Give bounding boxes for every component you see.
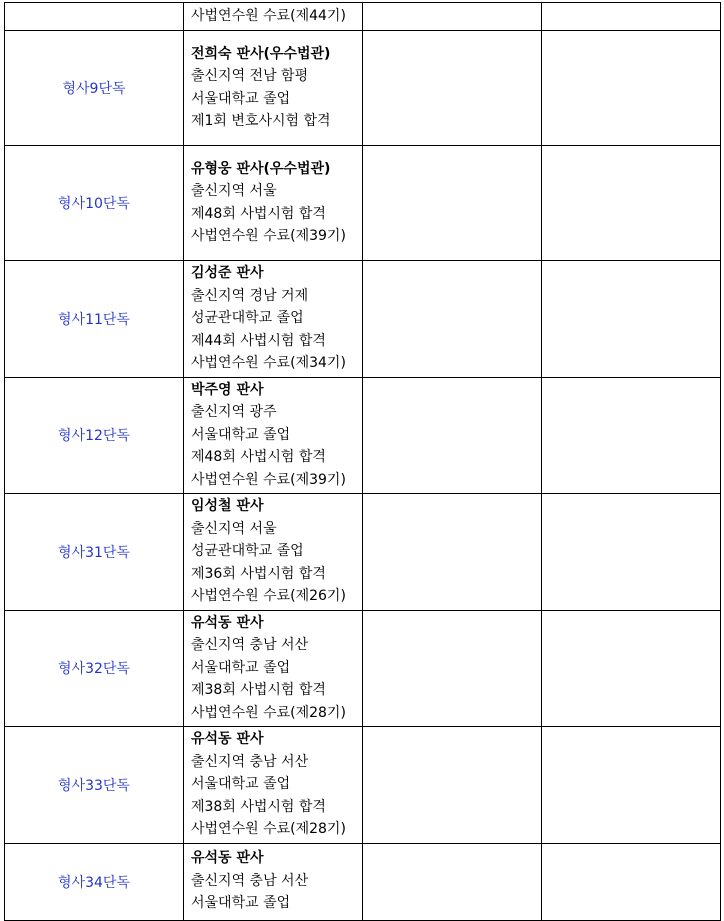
judge-name: 박주영 판사 [191,381,264,398]
judge-name: 유형웅 판사(우수법관) [191,160,331,177]
judge-info-cell [184,3,363,31]
empty-cell [363,261,542,378]
table-row [5,377,721,494]
court-cell [5,146,184,261]
judge-info-line: 출신지역 전남 함평 [191,68,309,84]
empty-cell [542,377,721,494]
court-cell [5,31,184,146]
judge-info-line: 사법연수원 수료(제39기) [191,471,346,488]
court-label: 형사11단독 [58,311,130,328]
judge-info-cell [184,843,363,920]
judge-info-line: 제48회 사법시험 합격 [191,205,326,222]
judge-info-cell [184,146,363,261]
court-label: 형사31단독 [58,544,130,561]
judge-info-cell [184,377,363,494]
judge-info-line: 사법연수원 수료(제44기) [191,8,346,25]
judge-info-line: 서울대학교 졸업 [191,895,291,912]
judge-info-cell [184,610,363,727]
judge-info-line: 제1회 변호사시험 합격 [191,113,331,129]
court-cell [5,843,184,920]
judge-info-line: 서울대학교 졸업 [191,90,291,107]
empty-cell [363,377,542,494]
judge-info-line: 서울대학교 졸업 [191,426,291,443]
table-row [5,261,721,378]
judge-info-line: 출신지역 충남 서산 [191,637,309,653]
court-cell [5,727,184,844]
empty-cell [363,31,542,146]
court-label: 형사10단독 [58,196,130,212]
table-row [5,3,721,31]
judge-name: 유석동 판사 [191,731,264,747]
judge-info-line: 출신지역 서울 [191,520,277,537]
judge-info-cell [184,727,363,844]
judge-info-line: 제36회 사법시험 합격 [191,565,326,582]
judge-info-line: 성균관대학교 졸업 [191,543,304,559]
court-cell [5,261,184,378]
table-row [5,727,721,844]
court-label: 형사12단독 [58,428,130,445]
judge-info-line: 출신지역 충남 서산 [191,753,309,770]
judge-info-cell [184,31,363,146]
court-cell [5,494,184,611]
judge-info-line: 제38회 사법시험 합격 [191,682,326,698]
empty-cell [542,494,721,611]
judge-name: 김성준 판사 [191,265,264,281]
judge-info-line: 사법연수원 수료(제28기) [191,704,346,721]
empty-cell [542,610,721,727]
judge-info-line: 서울대학교 졸업 [191,776,291,792]
judge-info-line: 사법연수원 수료(제34기) [191,355,346,371]
court-cell [5,377,184,494]
judge-info-line: 출신지역 경남 거제 [191,287,309,304]
empty-cell [363,494,542,611]
judge-info-line: 제48회 사법시험 합격 [191,449,326,465]
judge-info-line: 출신지역 충남 서산 [191,872,309,889]
table-row [5,843,721,920]
judge-info-cell [184,261,363,378]
court-label: 형사32단독 [58,661,130,678]
empty-cell [542,843,721,920]
empty-cell [542,31,721,146]
table-row [5,31,721,146]
empty-cell [363,843,542,920]
judge-name: 유석동 판사 [191,614,264,631]
judge-info-line: 제38회 사법시험 합격 [191,798,326,815]
judge-info-line: 제44회 사법시험 합격 [191,332,326,349]
court-label: 형사34단독 [58,874,130,891]
judge-info-line: 사법연수원 수료(제28기) [191,821,346,837]
empty-cell [363,146,542,261]
judge-name: 전희숙 판사(우수법관) [191,45,331,62]
table-row [5,494,721,611]
judge-info-cell [184,494,363,611]
judge-info-line: 출신지역 서울 [191,183,277,199]
court-label: 형사33단독 [58,777,130,794]
judge-roster-table [4,2,721,921]
empty-cell [542,727,721,844]
judge-info-line: 사법연수원 수료(제26기) [191,588,346,604]
judge-info-line: 성균관대학교 졸업 [191,310,304,326]
table-row [5,610,721,727]
empty-cell [542,3,721,31]
judge-name: 임성철 판사 [191,498,264,514]
table-row [5,146,721,261]
empty-cell [363,3,542,31]
judge-info-line: 출신지역 광주 [191,404,277,420]
empty-cell [542,146,721,261]
court-cell [5,610,184,727]
empty-cell [542,261,721,378]
judge-name: 유석동 판사 [191,850,264,867]
judge-info-line: 사법연수원 수료(제39기) [191,228,346,244]
court-cell [5,3,184,31]
empty-cell [363,727,542,844]
judge-info-line: 서울대학교 졸업 [191,659,291,676]
court-label: 형사9단독 [62,81,126,97]
empty-cell [363,610,542,727]
